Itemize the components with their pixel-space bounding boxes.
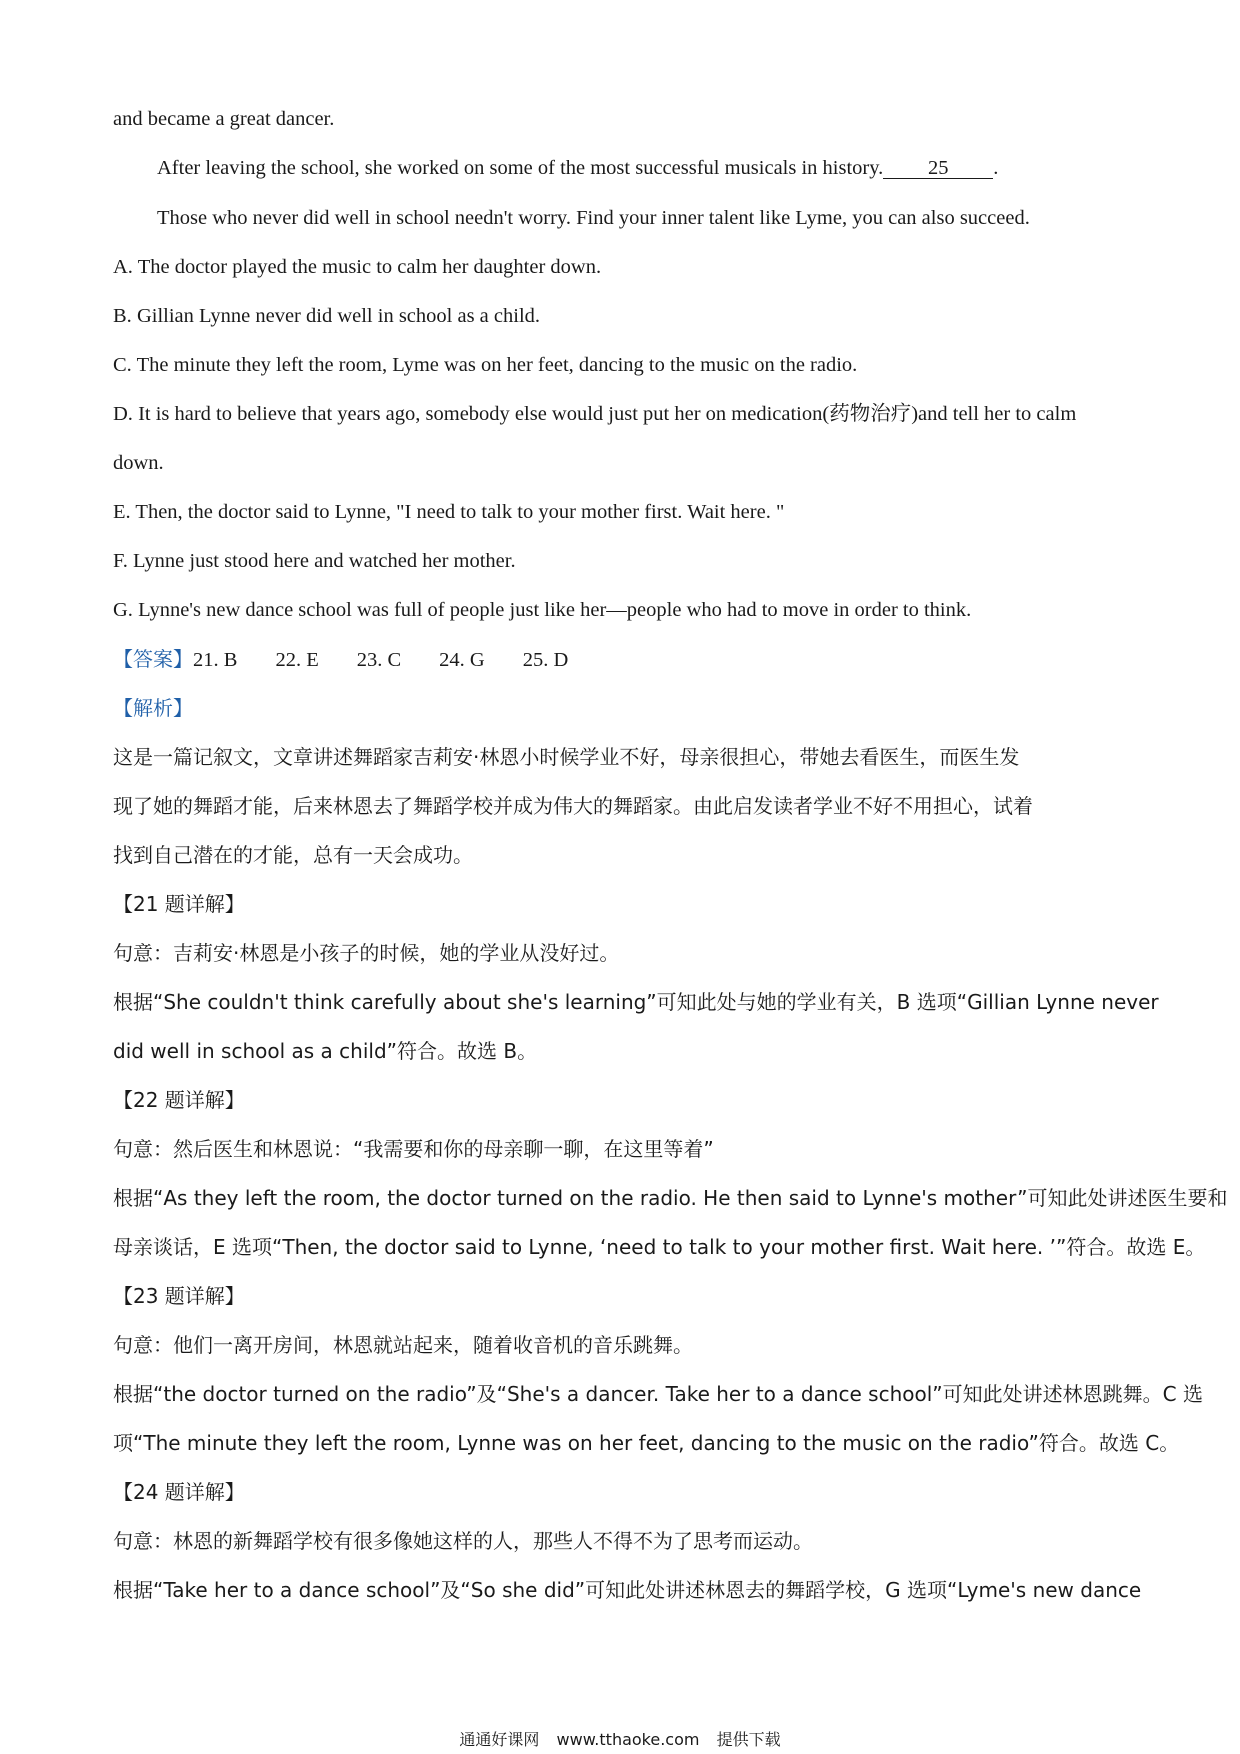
- answer-item: 22. E: [275, 649, 319, 671]
- option-letter: E.: [113, 501, 131, 523]
- option-letter: C.: [113, 354, 132, 376]
- detail-basis-23: 项“The minute they left the room, Lynne was on her feet, dancing to the music on the radio”符合。故选 C。: [113, 1431, 1180, 1455]
- answer-item: 25. D: [522, 649, 569, 671]
- footer-site-name: 通通好课网: [459, 1730, 540, 1749]
- answer-item: 24. G: [439, 649, 485, 671]
- option-letter: A.: [113, 256, 133, 278]
- option-letter: G.: [113, 599, 133, 621]
- option-text: The doctor played the music to calm her daughter down.: [137, 256, 602, 278]
- page-footer: [0, 1730, 1240, 1750]
- option-g: [113, 597, 1135, 623]
- answer-item: 21. B: [193, 649, 238, 671]
- option-b: [113, 303, 1135, 329]
- detail-heading-21: 【21 题详解】: [113, 892, 245, 916]
- blank-25: 25: [883, 158, 993, 179]
- option-f: [113, 548, 1135, 574]
- detail-meaning-22: 句意：然后医生和林恩说：“我需要和你的母亲聊一聊，在这里等着”: [113, 1137, 714, 1161]
- option-d-continuation: down.: [113, 452, 164, 474]
- option-d: [113, 401, 1180, 427]
- answer-label: 【答案】: [113, 647, 193, 671]
- passage-paragraph-2: Those who never did well in school needn't worry. Find your inner talent like Lyme, you can also succeed.: [157, 207, 1030, 229]
- paragraph-1-text: After leaving the school, she worked on some of the most successful musicals in history.: [157, 157, 884, 179]
- detail-meaning-21: 句意：吉莉安·林恩是小孩子的时候，她的学业从没好过。: [113, 941, 620, 965]
- option-c: [113, 352, 1135, 378]
- option-letter: B.: [113, 305, 132, 327]
- option-e: [113, 499, 1135, 525]
- analysis-line: 现了她的舞蹈才能，后来林恩去了舞蹈学校并成为伟大的舞蹈家。由此启发读者学业不好不用担心，试着: [113, 794, 1033, 818]
- detail-heading-22: 【22 题详解】: [113, 1088, 245, 1112]
- footer-url[interactable]: www.tthaoke.com: [556, 1730, 700, 1749]
- footer-note: 提供下载: [716, 1730, 781, 1749]
- analysis-line: 这是一篇记叙文，文章讲述舞蹈家吉莉安·林恩小时候学业不好，母亲很担心，带她去看医生，而医生发: [113, 745, 1020, 769]
- detail-heading-24: 【24 题详解】: [113, 1480, 245, 1504]
- option-text: The minute they left the room, Lyme was on her feet, dancing to the music on the radio.: [136, 354, 858, 376]
- analysis-label: 【解析】: [113, 696, 193, 720]
- passage-paragraph-1: [157, 155, 1135, 181]
- detail-basis-22: 母亲谈话，E 选项“Then, the doctor said to Lynne, ‘need to talk to your mother first. Wait here. ’”符合。故选 E。: [113, 1235, 1206, 1259]
- option-text: Lynne just stood here and watched her mother.: [133, 550, 516, 572]
- detail-basis-23: 根据“the doctor turned on the radio”及“She's a dancer. Take her to a dance school”可知此处讲述林恩跳舞。C 选: [113, 1382, 1203, 1406]
- paragraph-1-end: .: [993, 157, 999, 179]
- detail-meaning-24: 句意：林恩的新舞蹈学校有很多像她这样的人，那些人不得不为了思考而运动。: [113, 1529, 813, 1553]
- detail-meaning-23: 句意：他们一离开房间，林恩就站起来，随着收音机的音乐跳舞。: [113, 1333, 693, 1357]
- option-a: [113, 254, 1135, 280]
- option-text: It is hard to believe that years ago, somebody else would just put her on medication(药物治疗)and tell her to calm: [138, 403, 1077, 425]
- passage-continuation: and became a great dancer.: [113, 108, 335, 130]
- option-text: Then, the doctor said to Lynne, "I need to talk to your mother first. Wait here. ": [135, 501, 785, 523]
- detail-basis-22: 根据“As they left the room, the doctor turned on the radio. He then said to Lynne's mother”可知此处讲述医生要和: [113, 1186, 1228, 1210]
- option-letter: F.: [113, 550, 128, 572]
- answer-item: 23. C: [356, 649, 402, 671]
- analysis-line: 找到自己潜在的才能，总有一天会成功。: [113, 843, 473, 867]
- detail-basis-21: 根据“She couldn't think carefully about she's learning”可知此处与她的学业有关，B 选项“Gillian Lynne never: [113, 990, 1159, 1014]
- option-text: Lynne's new dance school was full of people just like her—people who had to move in order to think.: [138, 599, 972, 621]
- detail-basis-21: did well in school as a child”符合。故选 B。: [113, 1039, 538, 1063]
- option-letter: D.: [113, 403, 133, 425]
- detail-basis-24: 根据“Take her to a dance school”及“So she did”可知此处讲述林恩去的舞蹈学校，G 选项“Lyme's new dance: [113, 1578, 1142, 1602]
- option-text: Gillian Lynne never did well in school as a child.: [136, 305, 541, 327]
- detail-heading-23: 【23 题详解】: [113, 1284, 245, 1308]
- answer-row: [113, 646, 1135, 673]
